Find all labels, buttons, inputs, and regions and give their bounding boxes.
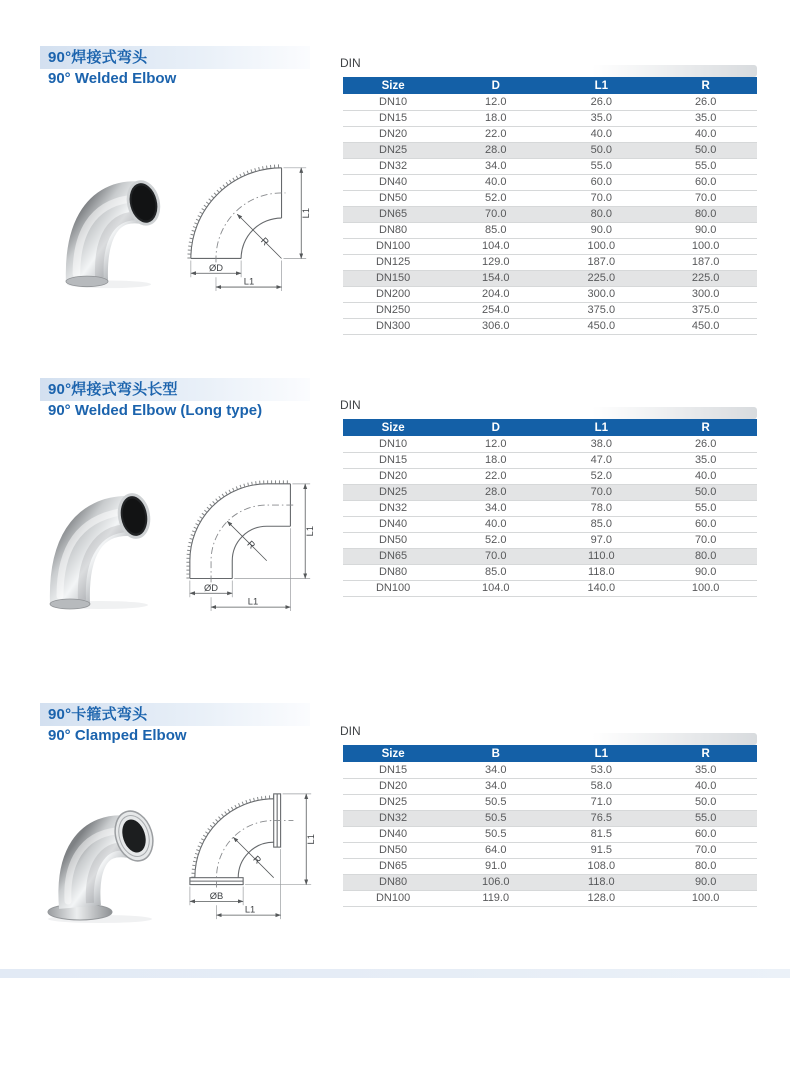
header-row bbox=[343, 77, 757, 94]
table-cell: 85.0 bbox=[548, 516, 654, 532]
table-row bbox=[343, 222, 757, 238]
table-cell: 100.0 bbox=[654, 890, 757, 906]
table-row bbox=[343, 484, 757, 500]
table-row bbox=[343, 810, 757, 826]
table-cell: 50.0 bbox=[654, 142, 757, 158]
table-cell: DN20 bbox=[343, 468, 443, 484]
table-cell: DN40 bbox=[343, 826, 443, 842]
table-cell: DN10 bbox=[343, 436, 443, 452]
table-cell: DN80 bbox=[343, 564, 443, 580]
table-cell: DN15 bbox=[343, 452, 443, 468]
table-cell: 204.0 bbox=[443, 286, 548, 302]
section-title-cn: 90°卡箍式弯头 bbox=[40, 703, 310, 726]
table-cell: 104.0 bbox=[443, 580, 548, 596]
dim-label-length-bottom: L1 bbox=[243, 276, 255, 287]
table-cell: 40.0 bbox=[443, 174, 548, 190]
standard-label: DIN bbox=[340, 398, 361, 412]
table-cell: 450.0 bbox=[654, 318, 757, 334]
table-cell: 108.0 bbox=[548, 858, 654, 874]
table-cell: 50.0 bbox=[548, 142, 654, 158]
table-cell: 35.0 bbox=[654, 762, 757, 778]
table-cell: 91.0 bbox=[443, 858, 548, 874]
table-cell: DN65 bbox=[343, 858, 443, 874]
header-row bbox=[343, 419, 757, 436]
table-cell: 187.0 bbox=[654, 254, 757, 270]
dim-label-length-bottom: L1 bbox=[244, 904, 256, 915]
table-cell: 64.0 bbox=[443, 842, 548, 858]
table-cell: 26.0 bbox=[654, 436, 757, 452]
table-cell: 26.0 bbox=[654, 94, 757, 110]
table-row bbox=[343, 286, 757, 302]
table-cell: DN20 bbox=[343, 778, 443, 794]
section-title-cn: 90°焊接式弯头 bbox=[40, 46, 310, 69]
table-row bbox=[343, 126, 757, 142]
table-cell: 70.0 bbox=[654, 190, 757, 206]
table-cell: 40.0 bbox=[654, 778, 757, 794]
dim-label-diameter: ØD bbox=[208, 262, 224, 273]
column-header: Size bbox=[343, 745, 443, 762]
table-row bbox=[343, 318, 757, 334]
table-row bbox=[343, 270, 757, 286]
table-row bbox=[343, 142, 757, 158]
table-row bbox=[343, 190, 757, 206]
column-header: D bbox=[443, 77, 548, 94]
table-cell: 60.0 bbox=[654, 516, 757, 532]
table-cell: 90.0 bbox=[654, 564, 757, 580]
table-cell: DN40 bbox=[343, 516, 443, 532]
table-cell: 70.0 bbox=[654, 842, 757, 858]
table-cell: 34.0 bbox=[443, 762, 548, 778]
elbow-photo-graphic bbox=[22, 781, 174, 931]
table-cell: 34.0 bbox=[443, 158, 548, 174]
spec-block bbox=[338, 398, 762, 597]
table-cell: 60.0 bbox=[654, 174, 757, 190]
table-row bbox=[343, 238, 757, 254]
section-title-cn: 90°焊接式弯头长型 bbox=[40, 378, 310, 401]
dim-label-radius: R bbox=[251, 853, 264, 866]
elbow-drawing-graphic bbox=[180, 148, 318, 296]
table-row bbox=[343, 762, 757, 778]
table-cell: 52.0 bbox=[443, 532, 548, 548]
column-header: Size bbox=[343, 419, 443, 436]
table-cell: 18.0 bbox=[443, 110, 548, 126]
table-row bbox=[343, 778, 757, 794]
table-cell: 85.0 bbox=[443, 564, 548, 580]
table-cell: 22.0 bbox=[443, 468, 548, 484]
table-cell: 90.0 bbox=[654, 222, 757, 238]
table-cell: 28.0 bbox=[443, 484, 548, 500]
table-cell: 40.0 bbox=[548, 126, 654, 142]
table-cell: 80.0 bbox=[548, 206, 654, 222]
table-row bbox=[343, 858, 757, 874]
table-cell: DN32 bbox=[343, 158, 443, 174]
column-header: D bbox=[443, 419, 548, 436]
table-cell: 35.0 bbox=[548, 110, 654, 126]
table-cell: 50.0 bbox=[654, 484, 757, 500]
table-cell: DN65 bbox=[343, 206, 443, 222]
table-cell: 52.0 bbox=[548, 468, 654, 484]
spec-block bbox=[338, 56, 762, 335]
table-row bbox=[343, 436, 757, 452]
table-cell: 70.0 bbox=[548, 190, 654, 206]
table-row bbox=[343, 548, 757, 564]
table-cell: DN100 bbox=[343, 890, 443, 906]
table-row bbox=[343, 842, 757, 858]
table-cell: DN200 bbox=[343, 286, 443, 302]
spec-table bbox=[343, 77, 757, 335]
dim-label-diameter: ØB bbox=[209, 890, 224, 901]
section-title bbox=[40, 703, 310, 744]
table-row bbox=[343, 564, 757, 580]
spec-block bbox=[338, 724, 762, 907]
elbow-drawing-graphic bbox=[180, 468, 320, 618]
table-row bbox=[343, 890, 757, 906]
table-cell: 50.5 bbox=[443, 794, 548, 810]
table-cell: DN100 bbox=[343, 238, 443, 254]
section-title bbox=[40, 378, 310, 419]
table-cell: 100.0 bbox=[654, 238, 757, 254]
table-cell: 306.0 bbox=[443, 318, 548, 334]
table-cell: 22.0 bbox=[443, 126, 548, 142]
table-row bbox=[343, 254, 757, 270]
table-row bbox=[343, 794, 757, 810]
table-cell: 129.0 bbox=[443, 254, 548, 270]
table-cell: 76.5 bbox=[548, 810, 654, 826]
table-row bbox=[343, 94, 757, 110]
table-cell: 450.0 bbox=[548, 318, 654, 334]
table-row bbox=[343, 580, 757, 596]
column-header: L1 bbox=[548, 745, 654, 762]
table-cell: 55.0 bbox=[654, 810, 757, 826]
table-cell: DN250 bbox=[343, 302, 443, 318]
section-title bbox=[40, 46, 310, 87]
column-header: R bbox=[654, 419, 757, 436]
table-cell: 53.0 bbox=[548, 762, 654, 778]
table-cell: DN10 bbox=[343, 94, 443, 110]
column-header: B bbox=[443, 745, 548, 762]
table-cell: DN150 bbox=[343, 270, 443, 286]
table-cell: DN300 bbox=[343, 318, 443, 334]
table-cell: DN15 bbox=[343, 762, 443, 778]
table-cell: 12.0 bbox=[443, 436, 548, 452]
table-row bbox=[343, 516, 757, 532]
table-cell: DN32 bbox=[343, 500, 443, 516]
table-cell: 78.0 bbox=[548, 500, 654, 516]
table-cell: 90.0 bbox=[654, 874, 757, 890]
table-cell: 50.5 bbox=[443, 826, 548, 842]
table-row bbox=[343, 452, 757, 468]
table-row bbox=[343, 110, 757, 126]
table-cell: 118.0 bbox=[548, 874, 654, 890]
section-title-en: 90° Clamped Elbow bbox=[48, 727, 187, 744]
table-cell: 110.0 bbox=[548, 548, 654, 564]
table-cell: 225.0 bbox=[654, 270, 757, 286]
table-cell: 90.0 bbox=[548, 222, 654, 238]
table-cell: 35.0 bbox=[654, 452, 757, 468]
table-cell: 225.0 bbox=[548, 270, 654, 286]
table-cell: 118.0 bbox=[548, 564, 654, 580]
section-title-en: 90° Welded Elbow (Long type) bbox=[48, 402, 263, 419]
table-row bbox=[343, 302, 757, 318]
table-cell: 80.0 bbox=[654, 858, 757, 874]
decor-gradient bbox=[592, 65, 757, 77]
dimension-drawing-welded-elbow-long bbox=[180, 468, 320, 623]
table-cell: 60.0 bbox=[548, 174, 654, 190]
column-header: L1 bbox=[548, 77, 654, 94]
column-header: R bbox=[654, 745, 757, 762]
dim-label-length-right: L1 bbox=[305, 525, 316, 537]
product-photo-welded-elbow-long bbox=[28, 470, 172, 617]
dim-label-radius: R bbox=[245, 538, 258, 551]
table-cell: 375.0 bbox=[654, 302, 757, 318]
footer-divider-band bbox=[0, 969, 790, 978]
table-cell: 300.0 bbox=[654, 286, 757, 302]
table-cell: 12.0 bbox=[443, 94, 548, 110]
table-cell: 85.0 bbox=[443, 222, 548, 238]
table-cell: 70.0 bbox=[443, 206, 548, 222]
table-cell: 50.5 bbox=[443, 810, 548, 826]
table-cell: DN125 bbox=[343, 254, 443, 270]
table-cell: 100.0 bbox=[548, 238, 654, 254]
table-cell: 154.0 bbox=[443, 270, 548, 286]
table-cell: 38.0 bbox=[548, 436, 654, 452]
table-cell: 34.0 bbox=[443, 500, 548, 516]
table-cell: 58.0 bbox=[548, 778, 654, 794]
table-cell: 26.0 bbox=[548, 94, 654, 110]
table-cell: 40.0 bbox=[654, 126, 757, 142]
table-row bbox=[343, 174, 757, 190]
table-cell: 140.0 bbox=[548, 580, 654, 596]
table-cell: DN25 bbox=[343, 794, 443, 810]
column-header: Size bbox=[343, 77, 443, 94]
standard-label: DIN bbox=[340, 724, 361, 738]
table-cell: 80.0 bbox=[654, 206, 757, 222]
table-cell: 300.0 bbox=[548, 286, 654, 302]
table-cell: DN65 bbox=[343, 548, 443, 564]
dim-label-radius: R bbox=[258, 235, 271, 248]
table-cell: 40.0 bbox=[654, 468, 757, 484]
table-cell: 35.0 bbox=[654, 110, 757, 126]
table-cell: 52.0 bbox=[443, 190, 548, 206]
table-cell: 55.0 bbox=[548, 158, 654, 174]
table-cell: 80.0 bbox=[654, 548, 757, 564]
product-photo-welded-elbow bbox=[42, 154, 176, 299]
table-cell: 71.0 bbox=[548, 794, 654, 810]
table-cell: 119.0 bbox=[443, 890, 548, 906]
table-row bbox=[343, 206, 757, 222]
table-cell: 187.0 bbox=[548, 254, 654, 270]
table-cell: DN80 bbox=[343, 222, 443, 238]
table-cell: 70.0 bbox=[654, 532, 757, 548]
table-row bbox=[343, 874, 757, 890]
table-cell: DN25 bbox=[343, 142, 443, 158]
spec-table bbox=[343, 419, 757, 597]
table-cell: 34.0 bbox=[443, 778, 548, 794]
spec-table bbox=[343, 745, 757, 907]
elbow-drawing-graphic bbox=[183, 781, 323, 929]
table-cell: DN50 bbox=[343, 842, 443, 858]
column-header: L1 bbox=[548, 419, 654, 436]
table-cell: 128.0 bbox=[548, 890, 654, 906]
elbow-photo-graphic bbox=[28, 470, 172, 612]
table-cell: 91.5 bbox=[548, 842, 654, 858]
table-cell: DN50 bbox=[343, 190, 443, 206]
table-cell: DN25 bbox=[343, 484, 443, 500]
table-cell: 70.0 bbox=[548, 484, 654, 500]
table-cell: 97.0 bbox=[548, 532, 654, 548]
table-cell: DN100 bbox=[343, 580, 443, 596]
elbow-photo-graphic bbox=[42, 154, 176, 294]
table-cell: 47.0 bbox=[548, 452, 654, 468]
product-photo-clamped-elbow bbox=[22, 781, 174, 936]
table-row bbox=[343, 532, 757, 548]
table-cell: 100.0 bbox=[654, 580, 757, 596]
table-row bbox=[343, 500, 757, 516]
table-cell: 70.0 bbox=[443, 548, 548, 564]
table-cell: 254.0 bbox=[443, 302, 548, 318]
table-cell: 28.0 bbox=[443, 142, 548, 158]
dim-label-length-bottom: L1 bbox=[247, 596, 259, 607]
decor-gradient bbox=[592, 407, 757, 419]
table-cell: 18.0 bbox=[443, 452, 548, 468]
standard-label: DIN bbox=[340, 56, 361, 70]
table-cell: 375.0 bbox=[548, 302, 654, 318]
decor-gradient bbox=[592, 733, 757, 745]
table-cell: 106.0 bbox=[443, 874, 548, 890]
table-cell: DN40 bbox=[343, 174, 443, 190]
table-cell: 104.0 bbox=[443, 238, 548, 254]
header-row bbox=[343, 745, 757, 762]
column-header: R bbox=[654, 77, 757, 94]
table-cell: 60.0 bbox=[654, 826, 757, 842]
table-cell: DN32 bbox=[343, 810, 443, 826]
dim-label-diameter: ØD bbox=[204, 582, 219, 593]
table-row bbox=[343, 468, 757, 484]
table-cell: DN50 bbox=[343, 532, 443, 548]
dim-label-length-right: L1 bbox=[306, 834, 317, 845]
table-cell: 55.0 bbox=[654, 158, 757, 174]
table-row bbox=[343, 158, 757, 174]
dimension-drawing-welded-elbow bbox=[180, 148, 318, 301]
table-cell: DN15 bbox=[343, 110, 443, 126]
table-cell: DN20 bbox=[343, 126, 443, 142]
table-cell: 50.0 bbox=[654, 794, 757, 810]
section-title-en: 90° Welded Elbow bbox=[48, 70, 177, 87]
table-cell: 40.0 bbox=[443, 516, 548, 532]
table-row bbox=[343, 826, 757, 842]
table-cell: 55.0 bbox=[654, 500, 757, 516]
table-cell: 81.5 bbox=[548, 826, 654, 842]
table-cell: DN80 bbox=[343, 874, 443, 890]
dimension-drawing-clamped-elbow bbox=[183, 781, 323, 934]
dim-label-length-right: L1 bbox=[301, 207, 312, 219]
